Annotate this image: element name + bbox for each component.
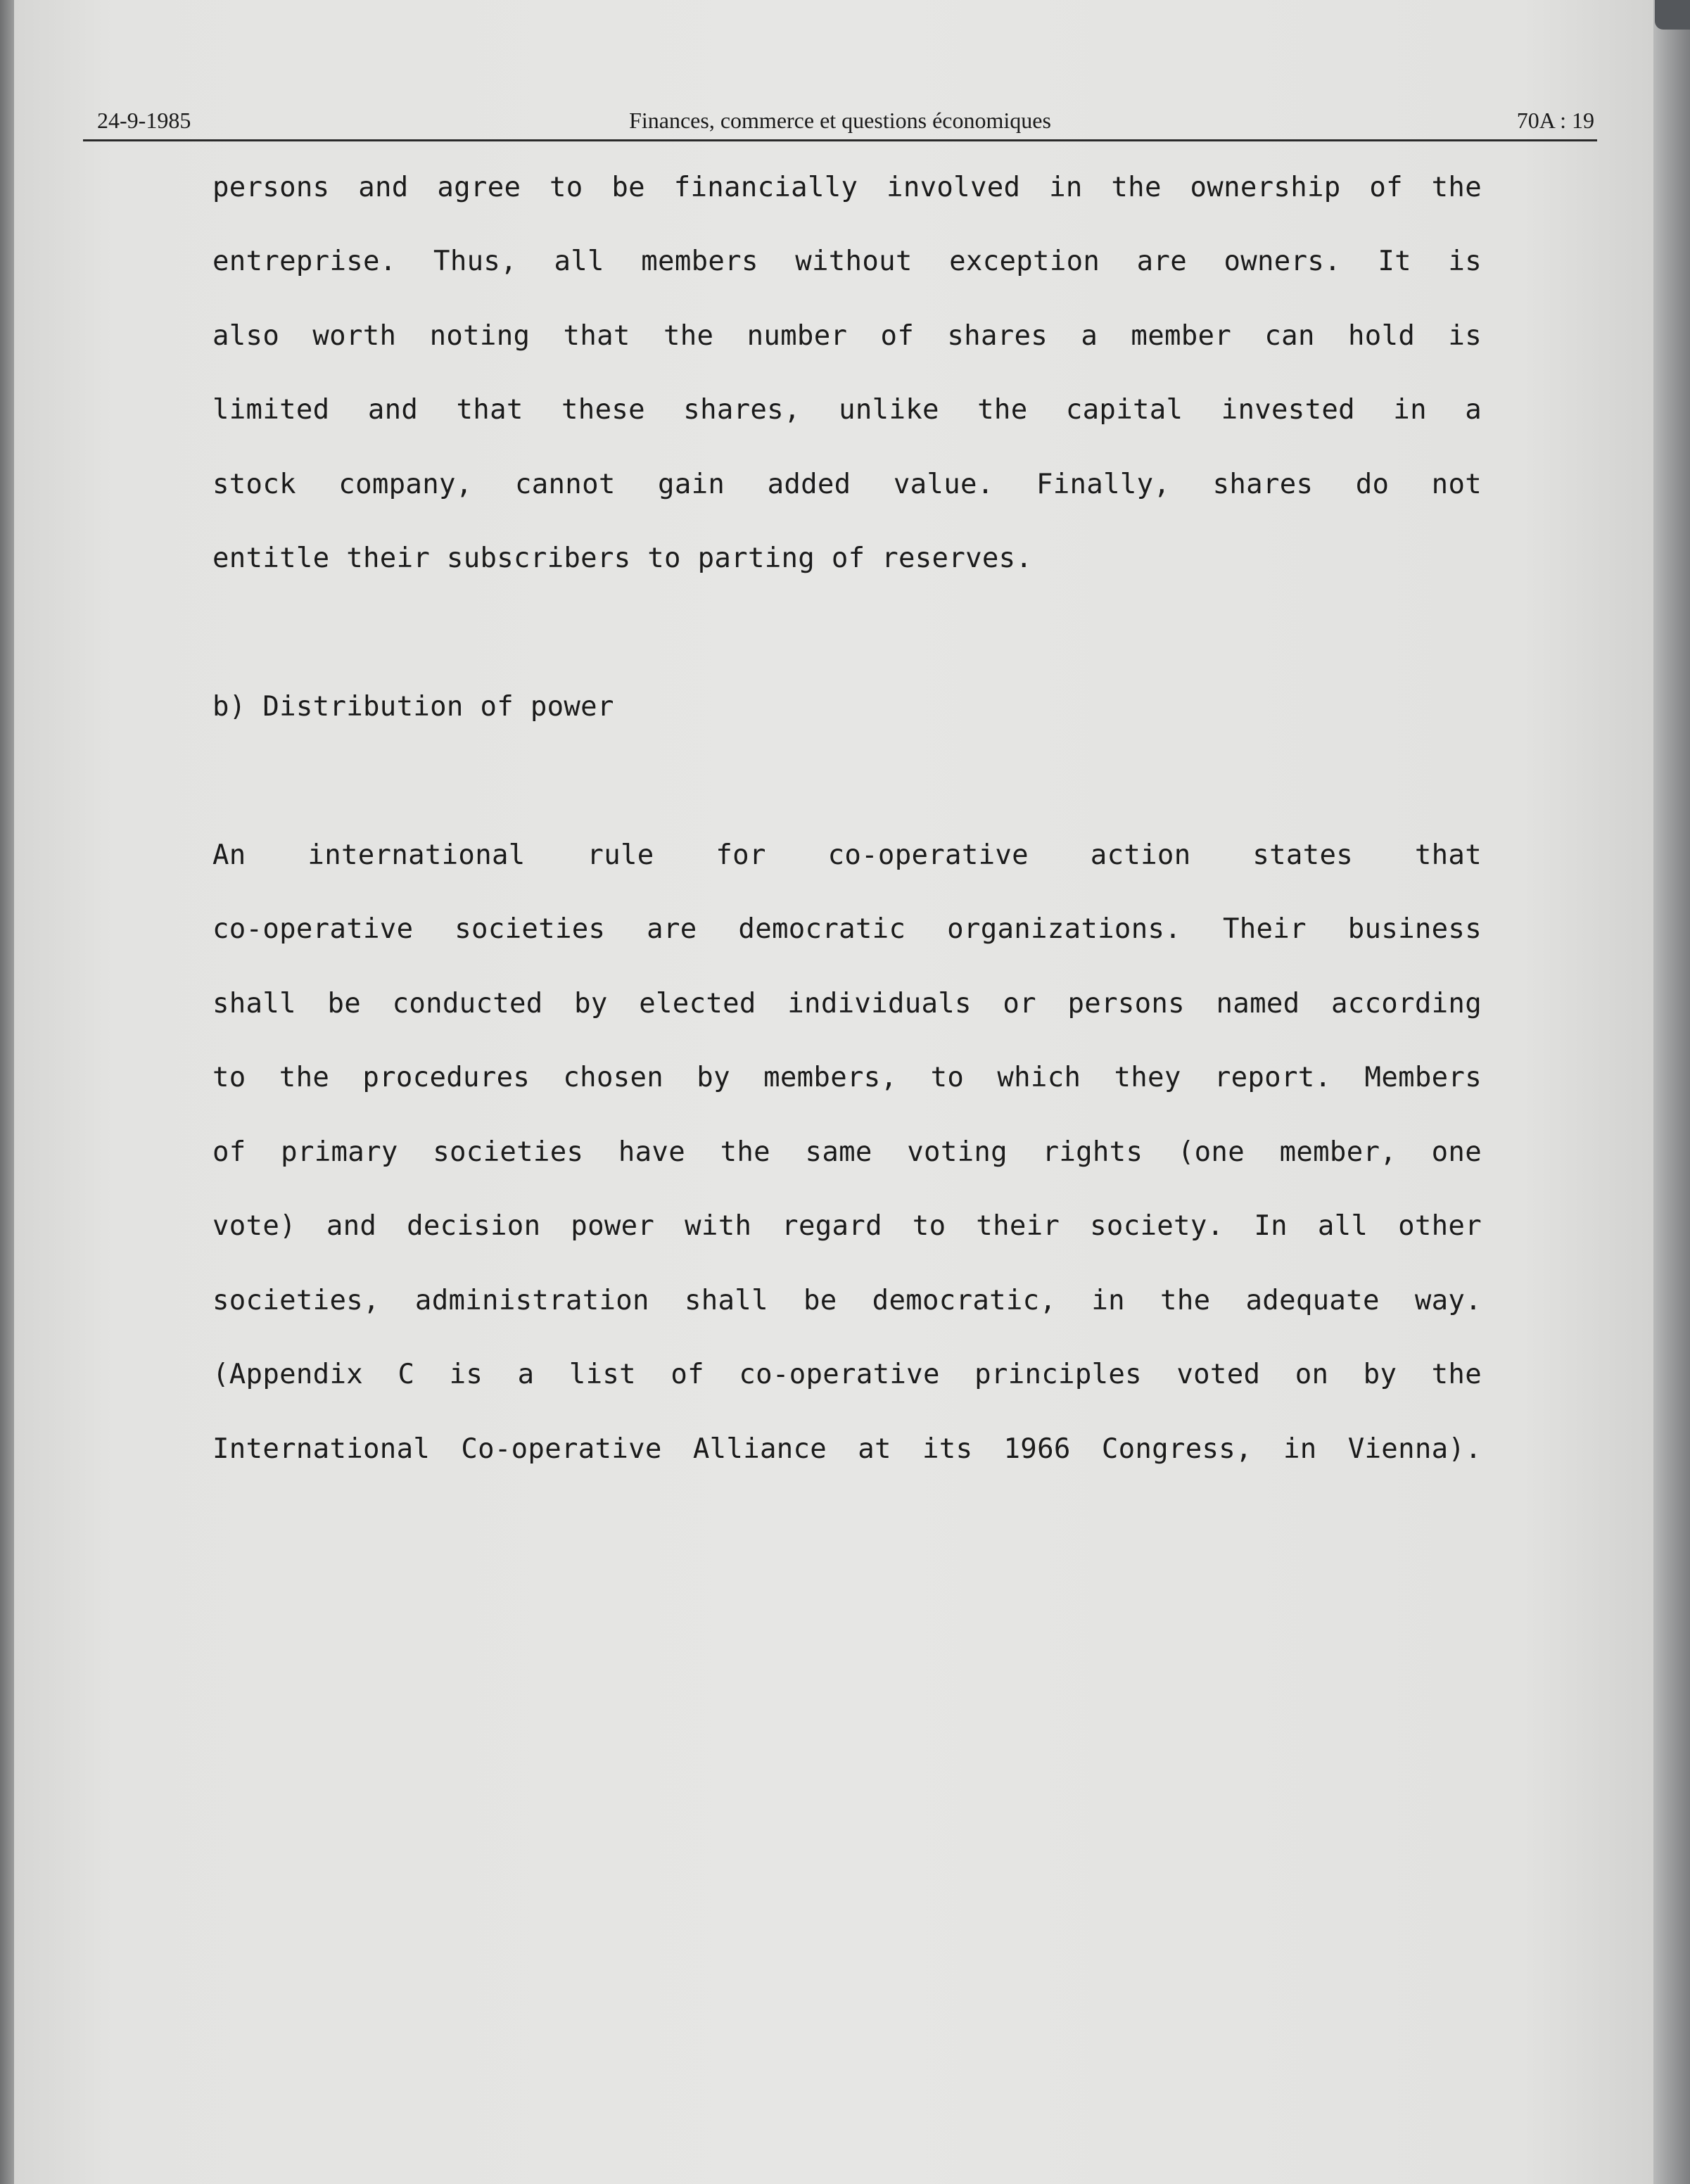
page-right-edge	[1653, 0, 1690, 2184]
text-line: to the procedures chosen by members, to which they report. Members	[212, 1062, 1482, 1093]
text-line: of primary societies have the same voting rights (one member, one	[212, 1136, 1482, 1168]
header-date: 24-9-1985	[97, 108, 191, 133]
body-text	[212, 169, 1482, 1492]
text-line: stock company, cannot gain added value. Finally, shares do not	[212, 469, 1482, 500]
section-heading: b) Distribution of power	[212, 691, 614, 723]
document-page	[14, 0, 1653, 2184]
text-line: (Appendix C is a list of co-operative principles voted on by the	[212, 1359, 1482, 1390]
text-line: vote) and decision power with regard to their society. In all other	[212, 1210, 1482, 1242]
text-line: co-operative societies are democratic organizations. Their business	[212, 913, 1482, 945]
header-page-ref: 70A : 19	[1516, 108, 1594, 133]
page-left-edge	[0, 0, 14, 2184]
text-line: International Co-operative Alliance at its 1966 Congress, in Vienna).	[212, 1433, 1482, 1465]
text-line: also worth noting that the number of shares a member can hold is	[212, 320, 1482, 352]
header-title: Finances, commerce et questions économiques	[629, 108, 1051, 133]
text-line: An international rule for co-operative action states that	[212, 839, 1482, 871]
running-header	[83, 103, 1597, 141]
binder-tab	[1655, 0, 1690, 30]
text-line: societies, administration shall be democratic, in the adequate way.	[212, 1285, 1482, 1316]
text-line: persons and agree to be financially involved in the ownership of the	[212, 172, 1482, 203]
text-line: entreprise. Thus, all members without exception are owners. It is	[212, 246, 1482, 277]
text-line: limited and that these shares, unlike the capital invested in a	[212, 394, 1482, 426]
text-line: shall be conducted by elected individuals or persons named according	[212, 988, 1482, 1020]
text-line: entitle their subscribers to parting of reserves.	[212, 542, 1033, 574]
